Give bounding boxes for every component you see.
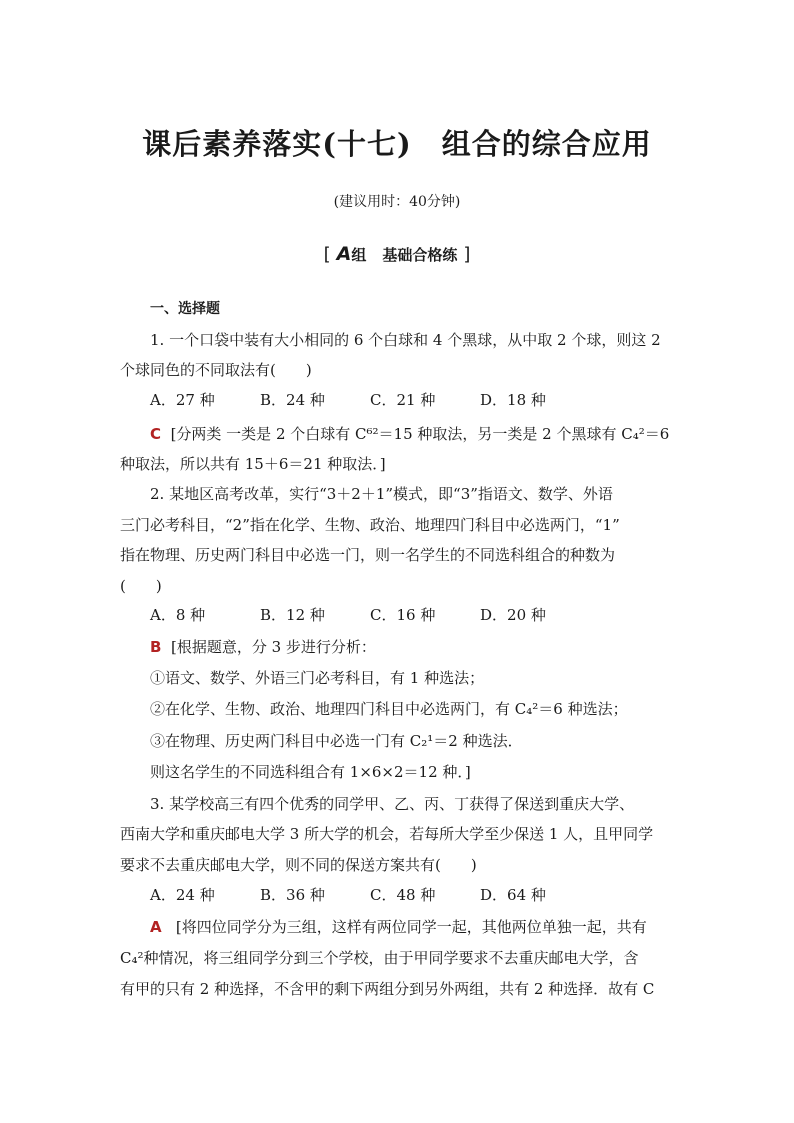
group-right-bracket: ] bbox=[463, 244, 471, 265]
q3-solution-line-2: C₄²种情况，将三组同学分到三个学校，由于甲同学要求不去重庆邮电大学，含 bbox=[120, 949, 639, 967]
q2-option-d: D．20 种 bbox=[480, 606, 546, 624]
q1-option-b: B．24 种 bbox=[260, 391, 325, 409]
group-letter: A bbox=[336, 243, 352, 265]
q2-option-a: A．8 种 bbox=[150, 606, 206, 624]
q1-options bbox=[150, 390, 794, 410]
group-left-bracket: [ bbox=[323, 244, 331, 265]
group-name: 基础合格练 bbox=[382, 246, 458, 264]
q2-stem-line-3: 指在物理、历史两门科目中必选一门，则一名学生的不同选科组合的种数为 bbox=[120, 546, 616, 564]
q3-solution-text-1: [将四位同学分为三组，这样有两位同学一起，其他两位单独一起，共有 bbox=[175, 918, 647, 936]
q3-answer: A bbox=[150, 918, 162, 936]
q3-stem-line-2: 西南大学和重庆邮电大学 3 所大学的机会，若每所大学至少保送 1 人，且甲同学 bbox=[120, 825, 654, 843]
q1-solution-line-1 bbox=[150, 424, 794, 444]
q3-option-b: B．36 种 bbox=[260, 886, 325, 904]
q3-option-a: A．24 种 bbox=[150, 886, 215, 904]
suggested-time: (建议用时：40分钟) bbox=[333, 194, 461, 210]
section-title: 一、选择题 bbox=[150, 301, 220, 317]
q3-solution-line-3: 有甲的只有 2 种选择，不含甲的剩下两组分到另外两组，共有 2 种选择．故有 C bbox=[120, 980, 655, 998]
q3-stem-line-3: 要求不去重庆邮电大学，则不同的保送方案共有( ) bbox=[120, 856, 477, 874]
q2-solution-line-5: 则这名学生的不同选科组合有 1×6×2＝12 种．] bbox=[150, 763, 471, 781]
q2-option-c: C．16 种 bbox=[370, 606, 436, 624]
q1-stem-line-2: 个球同色的不同取法有( ) bbox=[120, 361, 312, 379]
q2-stem-line-1: 2. 某地区高考改革，实行“3＋2＋1”模式，即“3”指语文、数学、外语 bbox=[150, 485, 613, 503]
q2-solution-line-3: ②在化学、生物、政治、地理四门科目中必选两门，有 C₄²＝6 种选法； bbox=[150, 700, 628, 718]
q1-option-c: C．21 种 bbox=[370, 391, 436, 409]
q3-solution-line-1 bbox=[150, 917, 794, 937]
q1-answer: C bbox=[150, 425, 162, 443]
page-title: 课后素养落实(十七) 组合的综合应用 bbox=[142, 127, 652, 161]
q3-option-c: C．48 种 bbox=[370, 886, 436, 904]
q2-stem-line-2: 三门必考科目，“2”指在化学、生物、政治、地理四门科目中必选两门，“1” bbox=[120, 516, 620, 534]
q2-stem-line-4: ( ) bbox=[120, 577, 162, 595]
q2-solution-text-1: [根据题意，分 3 步进行分析： bbox=[170, 638, 376, 656]
q1-option-a: A．27 种 bbox=[150, 391, 215, 409]
q3-option-d: D．64 种 bbox=[480, 886, 546, 904]
group-header bbox=[0, 243, 794, 265]
q2-options bbox=[150, 605, 794, 625]
q1-solution-text-1: [分两类 一类是 2 个白球有 C⁶²＝15 种取法，另一类是 2 个黑球有 C₄²＝6 bbox=[170, 425, 670, 443]
q1-solution-line-2: 种取法，所以共有 15＋6＝21 种取法．] bbox=[120, 455, 386, 473]
q2-answer: B bbox=[150, 638, 162, 656]
q3-stem-line-1: 3. 某学校高三有四个优秀的同学甲、乙、丙、丁获得了保送到重庆大学、 bbox=[150, 795, 635, 813]
q1-stem-line-1: 1. 一个口袋中装有大小相同的 6 个白球和 4 个黑球，从中取 2 个球，则这 2 bbox=[150, 331, 661, 349]
q2-option-b: B．12 种 bbox=[260, 606, 325, 624]
q3-options bbox=[150, 885, 794, 905]
q2-solution-line-1 bbox=[150, 637, 794, 657]
q2-solution-line-4: ③在物理、历史两门科目中必选一门有 C₂¹＝2 种选法． bbox=[150, 732, 523, 750]
group-label: 组 bbox=[351, 246, 367, 264]
q2-solution-line-2: ①语文、数学、外语三门必考科目，有 1 种选法； bbox=[150, 669, 485, 687]
q1-option-d: D．18 种 bbox=[480, 391, 546, 409]
